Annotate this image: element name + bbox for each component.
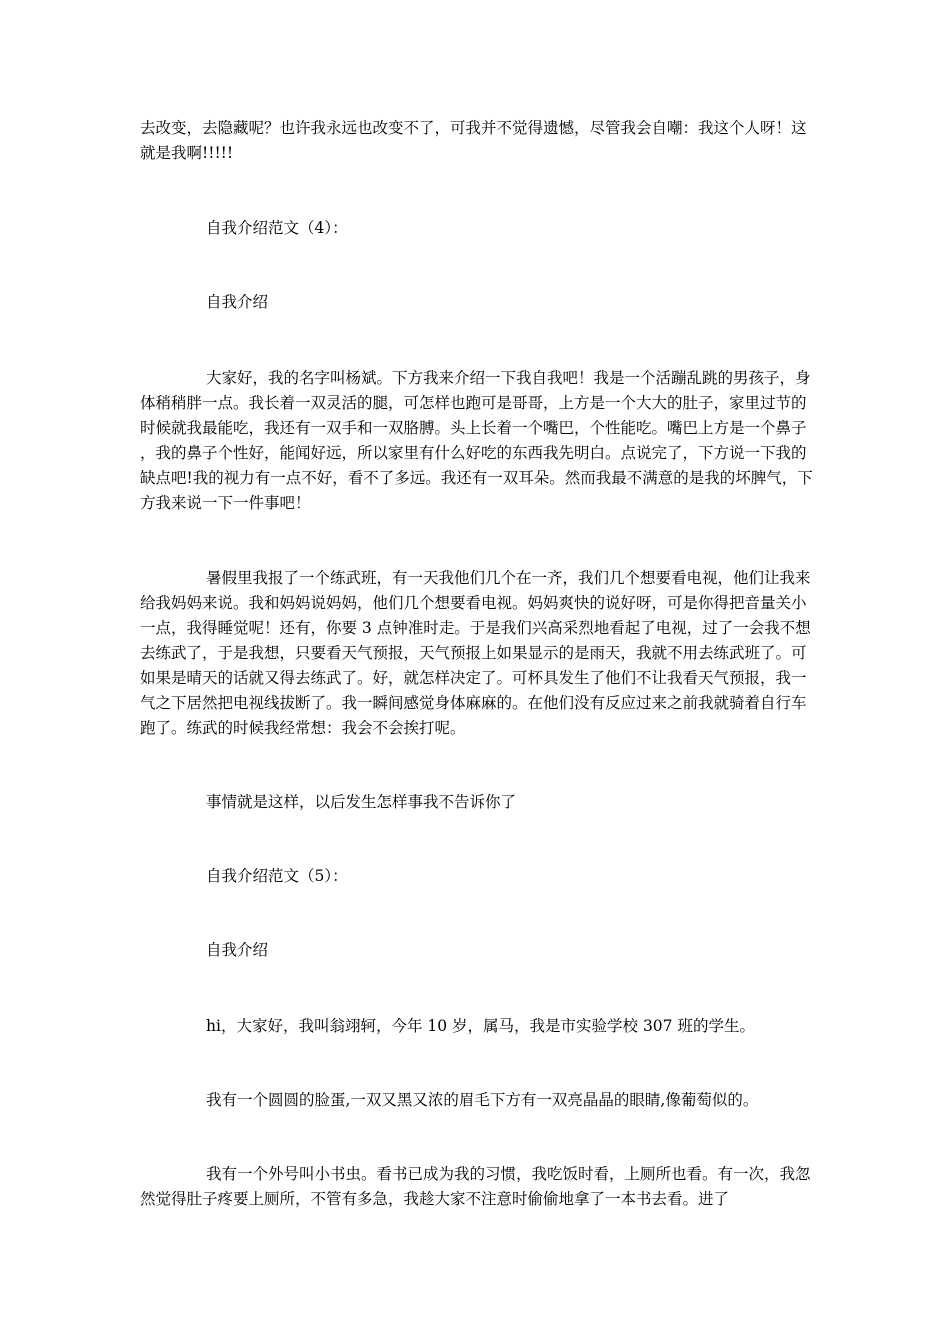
- heading-sample-5: 自我介绍范文（5）：: [206, 867, 348, 885]
- heading-sample-4: 自我介绍范文（4）：: [206, 219, 348, 237]
- heading-self-intro-2: 自我介绍: [206, 941, 269, 959]
- paragraph-yang-bin-intro: 大家好，我的名字叫杨斌。下方我来介绍一下我自我吧！我是一个活蹦乱跳的男孩子，身体稍稍胖一点。我长着一双灵活的腿，可怎样也跑可是哥哥，上方是一个大大的肚子，家里过节的时候就我最能吃，我还有一双手和一双胳膊。头上长着一个嘴巴，个性能吃。嘴巴上方是一个鼻子 ，我的鼻子个性好，能闻好远，所以家里有什么好吃的东西我先明白。点说完了，下方说一下我的缺点吧!我的视力有一点不好，看不了多远。我还有一双耳朵。然而我最不满意的是我的坏脾气，下方我来说一下一件事吧！: [140, 369, 813, 512]
- paragraph-martial-arts-story: 暑假里我报了一个练武班，有一天我他们几个在一齐，我们几个想要看电视，他们让我来给我妈妈来说。我和妈妈说妈妈，他们几个想要看电视。妈妈爽快的说好呀，可是你得把音量关小一点，我得睡觉呢！还有，你要 3 点钟准时走。于是我们兴高采烈地看起了电视，过了一会我不想去练武了，于是我想，只要看天气预报，天气预报上如果显示的是雨天，我就不用去练武班了。可如果是晴天的话就又得去练武了。好，就怎样决定了。可杯具发生了他们不让我看天气预报，我一气之下居然把电视线拔断了。我一瞬间感觉身体麻麻的。在他们没有反应过来之前我就骑着自行车跑了。练武的时候我经常想：我会不会挨打呢。: [140, 569, 811, 737]
- paragraph-bookworm: 我有一个外号叫小书虫。看书已成为我的习惯，我吃饭时看，上厕所也看。有一次，我忽然觉得肚子疼要上厕所，不管有多急，我趁大家不注意时偷偷地拿了一本书去看。进了: [140, 1165, 811, 1208]
- paragraph-conclusion: 事情就是这样，以后发生怎样事我不告诉你了: [206, 793, 517, 811]
- heading-self-intro-1: 自我介绍: [206, 293, 269, 311]
- paragraph-hi-intro: hi，大家好，我叫翁翊轲，今年 10 岁，属马，我是市实验学校 307 班的学生。: [206, 1017, 755, 1035]
- paragraph-self-mockery: 去改变，去隐藏呢？也许我永远也改变不了，可我并不觉得遗憾，尽管我会自嘲：我这个人呀！这就是我啊!!!!!: [140, 119, 807, 162]
- paragraph-face-description: 我有一个圆圆的脸蛋,一双又黑又浓的眉毛下方有一双亮晶晶的眼睛,像葡萄似的。: [206, 1091, 759, 1109]
